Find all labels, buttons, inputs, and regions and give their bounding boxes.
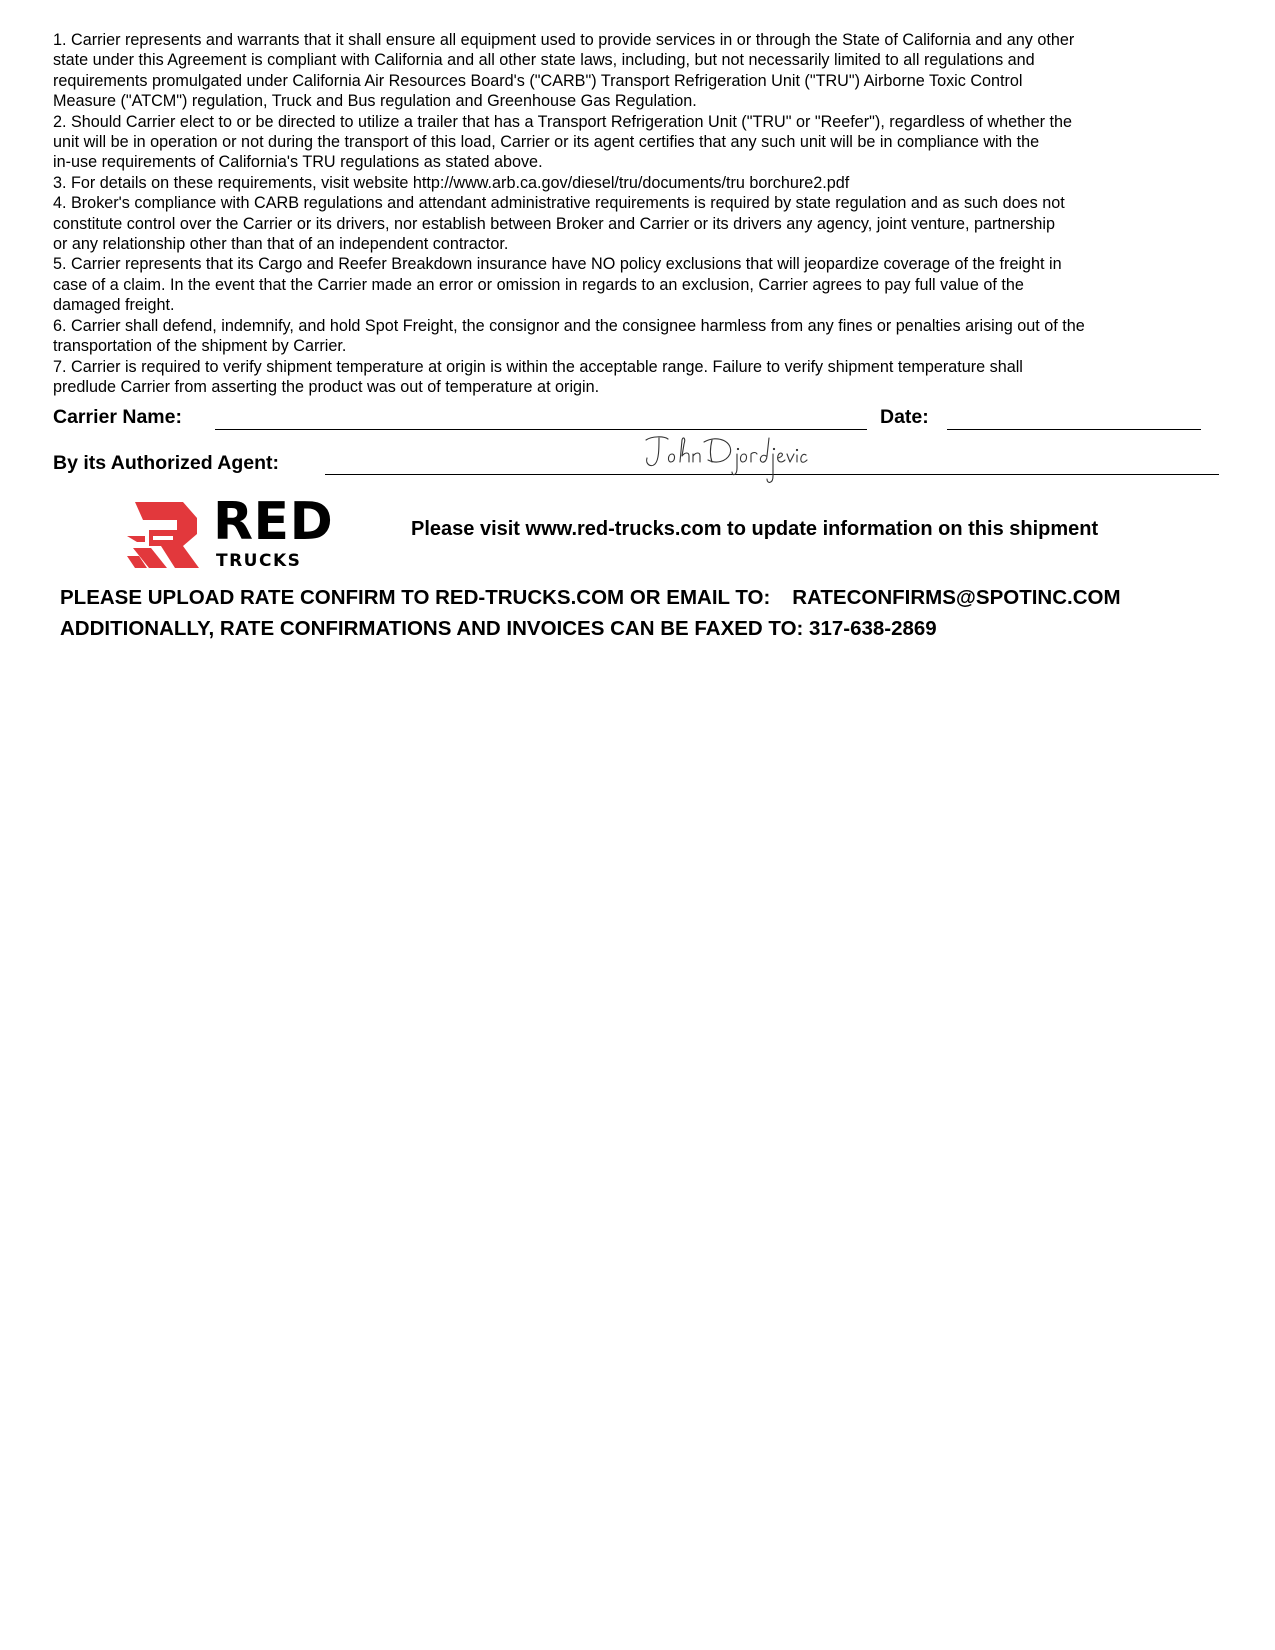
term-line: 2. Should Carrier elect to or be directed to utilize a trailer that has a Transport Refrigeration Unit ("TRU" or "Reefer"), regardless of whether the (53, 112, 1072, 131)
term-line: 6. Carrier shall defend, indemnify, and hold Spot Freight, the consignor and the consignee harmless from any fines or penalties arising out of the (53, 316, 1085, 335)
term-line: unit will be in operation or not during the transport of this load, Carrier or its agent certifies that any such unit will be in compliance with the (53, 133, 1040, 152)
term-line: requirements promulgated under California Air Resources Board's ("CARB") Transport Refrigeration Unit ("TRU") Airborne Toxic Control (53, 71, 1023, 90)
term-line: constitute control over the Carrier or its drivers, nor establish between Broker and Carrier or its drivers any agency, joint venture, partnership (53, 214, 1055, 233)
term-1 (53, 30, 1253, 112)
term-5 (53, 254, 1253, 315)
term-line: 1. Carrier represents and warrants that it shall ensure all equipment used to provide services in or through the State of California and any other (53, 31, 1075, 49)
terms-list (53, 30, 1253, 397)
term-4 (53, 193, 1253, 254)
term-line: state under this Agreement is compliant with California and all other state laws, including, but not necessarily limited to all regulations and (53, 51, 1035, 70)
term-3 (53, 173, 1253, 193)
visit-notice: Please visit www.red-trucks.com to update information on this shipment (411, 518, 1099, 540)
upload-instruction: PLEASE UPLOAD RATE CONFIRM TO RED-TRUCKS.COM OR EMAIL TO: (60, 586, 771, 609)
term-line: 7. Carrier is required to verify shipment temperature at origin is within the acceptable range. Failure to verify shipment temperature shall (53, 357, 1023, 376)
upload-email[interactable]: RATECONFIRMS@SPOTINC.COM (792, 586, 1121, 609)
carrier-name-label: Carrier Name: (53, 406, 182, 428)
red-trucks-logo (127, 492, 334, 572)
term-line: or any relationship other than that of an independent contractor. (53, 235, 509, 254)
term-line: 4. Broker's compliance with CARB regulations and attendant administrative requirements is required by state regulation and as such does not (53, 194, 1065, 213)
term-line: case of a claim. In the event that the Carrier made an error or omission in regards to an exclusion, Carrier agrees to pay full value of the (53, 275, 1024, 294)
term-line: damaged freight. (53, 296, 175, 315)
upload-notice (60, 582, 1121, 644)
date-field[interactable] (947, 429, 1201, 430)
term-line: in-use requirements of California's TRU regulations as stated above. (53, 153, 543, 172)
term-2 (53, 112, 1253, 173)
upload-notice-line-1 (60, 582, 1121, 613)
logo-subtitle: TRUCKS (216, 551, 302, 571)
term-line: transportation of the shipment by Carrier. (53, 337, 347, 356)
date-label: Date: (880, 406, 929, 428)
term-6 (53, 316, 1253, 357)
term-7 (53, 357, 1253, 398)
term-line: predlude Carrier from asserting the product was out of temperature at origin. (53, 377, 600, 396)
term-line: Measure ("ATCM") regulation, Truck and Bus regulation and Greenhouse Gas Regulation. (53, 92, 697, 111)
fax-notice: ADDITIONALLY, RATE CONFIRMATIONS AND INVOICES CAN BE FAXED TO: 317-638-2869 (60, 617, 937, 640)
term-line: 5. Carrier represents that its Cargo and Reefer Breakdown insurance have NO policy exclusions that will jeopardize coverage of the freight in (53, 255, 1062, 274)
carrier-name-field[interactable] (215, 429, 867, 430)
authorized-agent-label: By its Authorized Agent: (53, 452, 280, 474)
logo-name: RED (213, 492, 334, 552)
agent-signature (638, 432, 808, 492)
term-line: 3. For details on these requirements, visit website http://www.arb.ca.gov/diesel/tru/documents/tru borchure2.pdf (53, 173, 850, 192)
